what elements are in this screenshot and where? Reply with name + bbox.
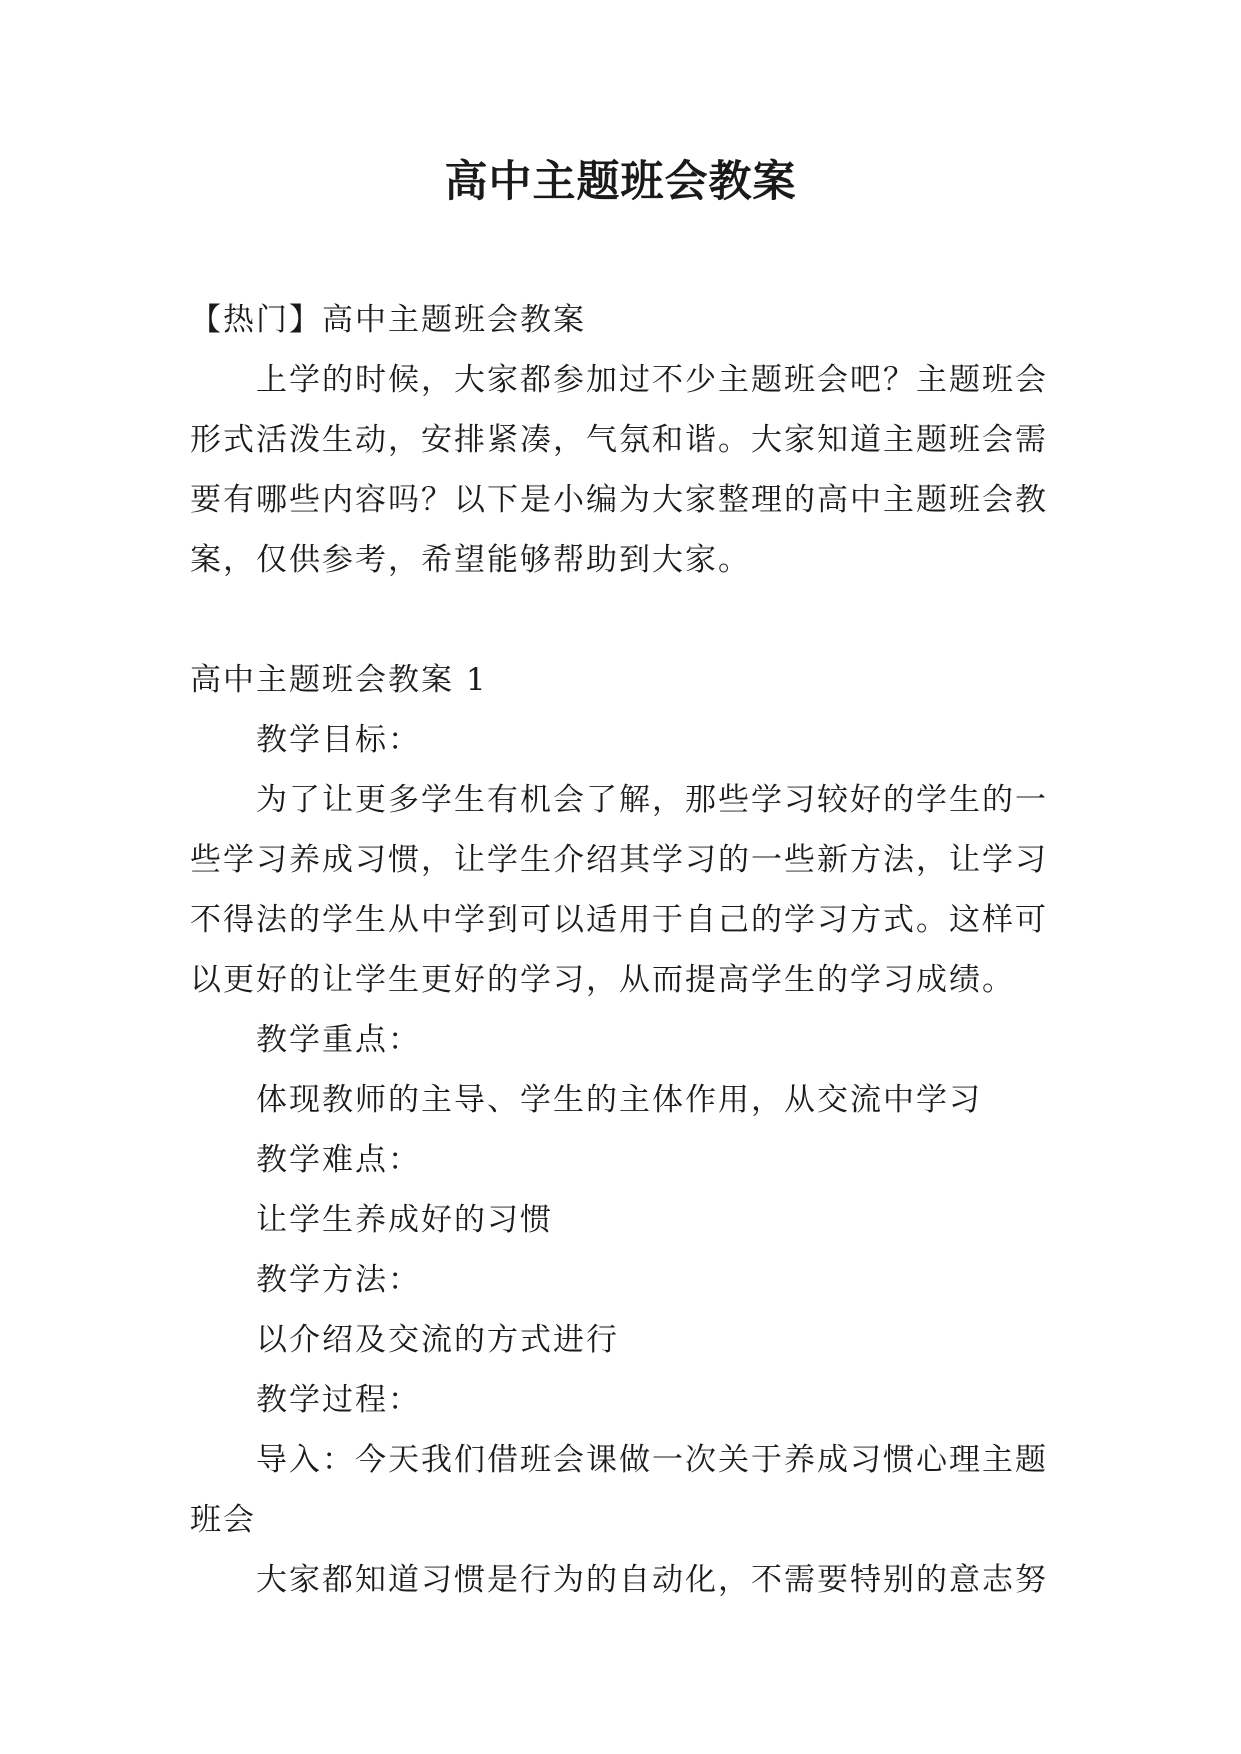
section-heading: 高中主题班会教案 1 <box>190 662 488 698</box>
difficulty-text: 让学生养成好的习惯 <box>256 1202 553 1238</box>
objective-label: 教学目标： <box>256 722 421 758</box>
document-title: 高中主题班会教案 <box>444 157 797 207</box>
tag-line: 【热门】高中主题班会教案 <box>190 302 586 338</box>
intro-paragraph: 上学的时候，大家都参加过不少主题班会吧？主题班会形式活泼生动，安排紧凑，气氛和谐。大家知道主题班会需要有哪些内容吗？以下是小编为大家整理的高中主题班会教案，仅供参考，希望能够帮助到大家。 <box>190 362 1048 578</box>
document-body <box>190 290 1054 1610</box>
method-label: 教学方法： <box>256 1262 421 1298</box>
process-label: 教学过程： <box>256 1382 421 1418</box>
difficulty-label: 教学难点： <box>256 1142 421 1178</box>
objective-paragraph: 为了让更多学生有机会了解，那些学习较好的学生的一些学习养成习惯，让学生介绍其学习的一些新方法，让学习不得法的学生从中学到可以适用于自己的学习方式。这样可以更好的让学生更好的学习，从而提高学生的学习成绩。 <box>190 782 1048 998</box>
focus-text: 体现教师的主导、学生的主体作用，从交流中学习 <box>256 1082 982 1118</box>
focus-label: 教学重点： <box>256 1022 421 1058</box>
paragraph-spacer <box>190 590 1054 650</box>
method-text: 以介绍及交流的方式进行 <box>256 1322 619 1358</box>
habit-paragraph: 大家都知道习惯是行为的自动化，不需要特别的意志努 <box>256 1562 1048 1598</box>
intro-step-paragraph: 导入：今天我们借班会课做一次关于养成习惯心理主题班会 <box>190 1442 1048 1538</box>
